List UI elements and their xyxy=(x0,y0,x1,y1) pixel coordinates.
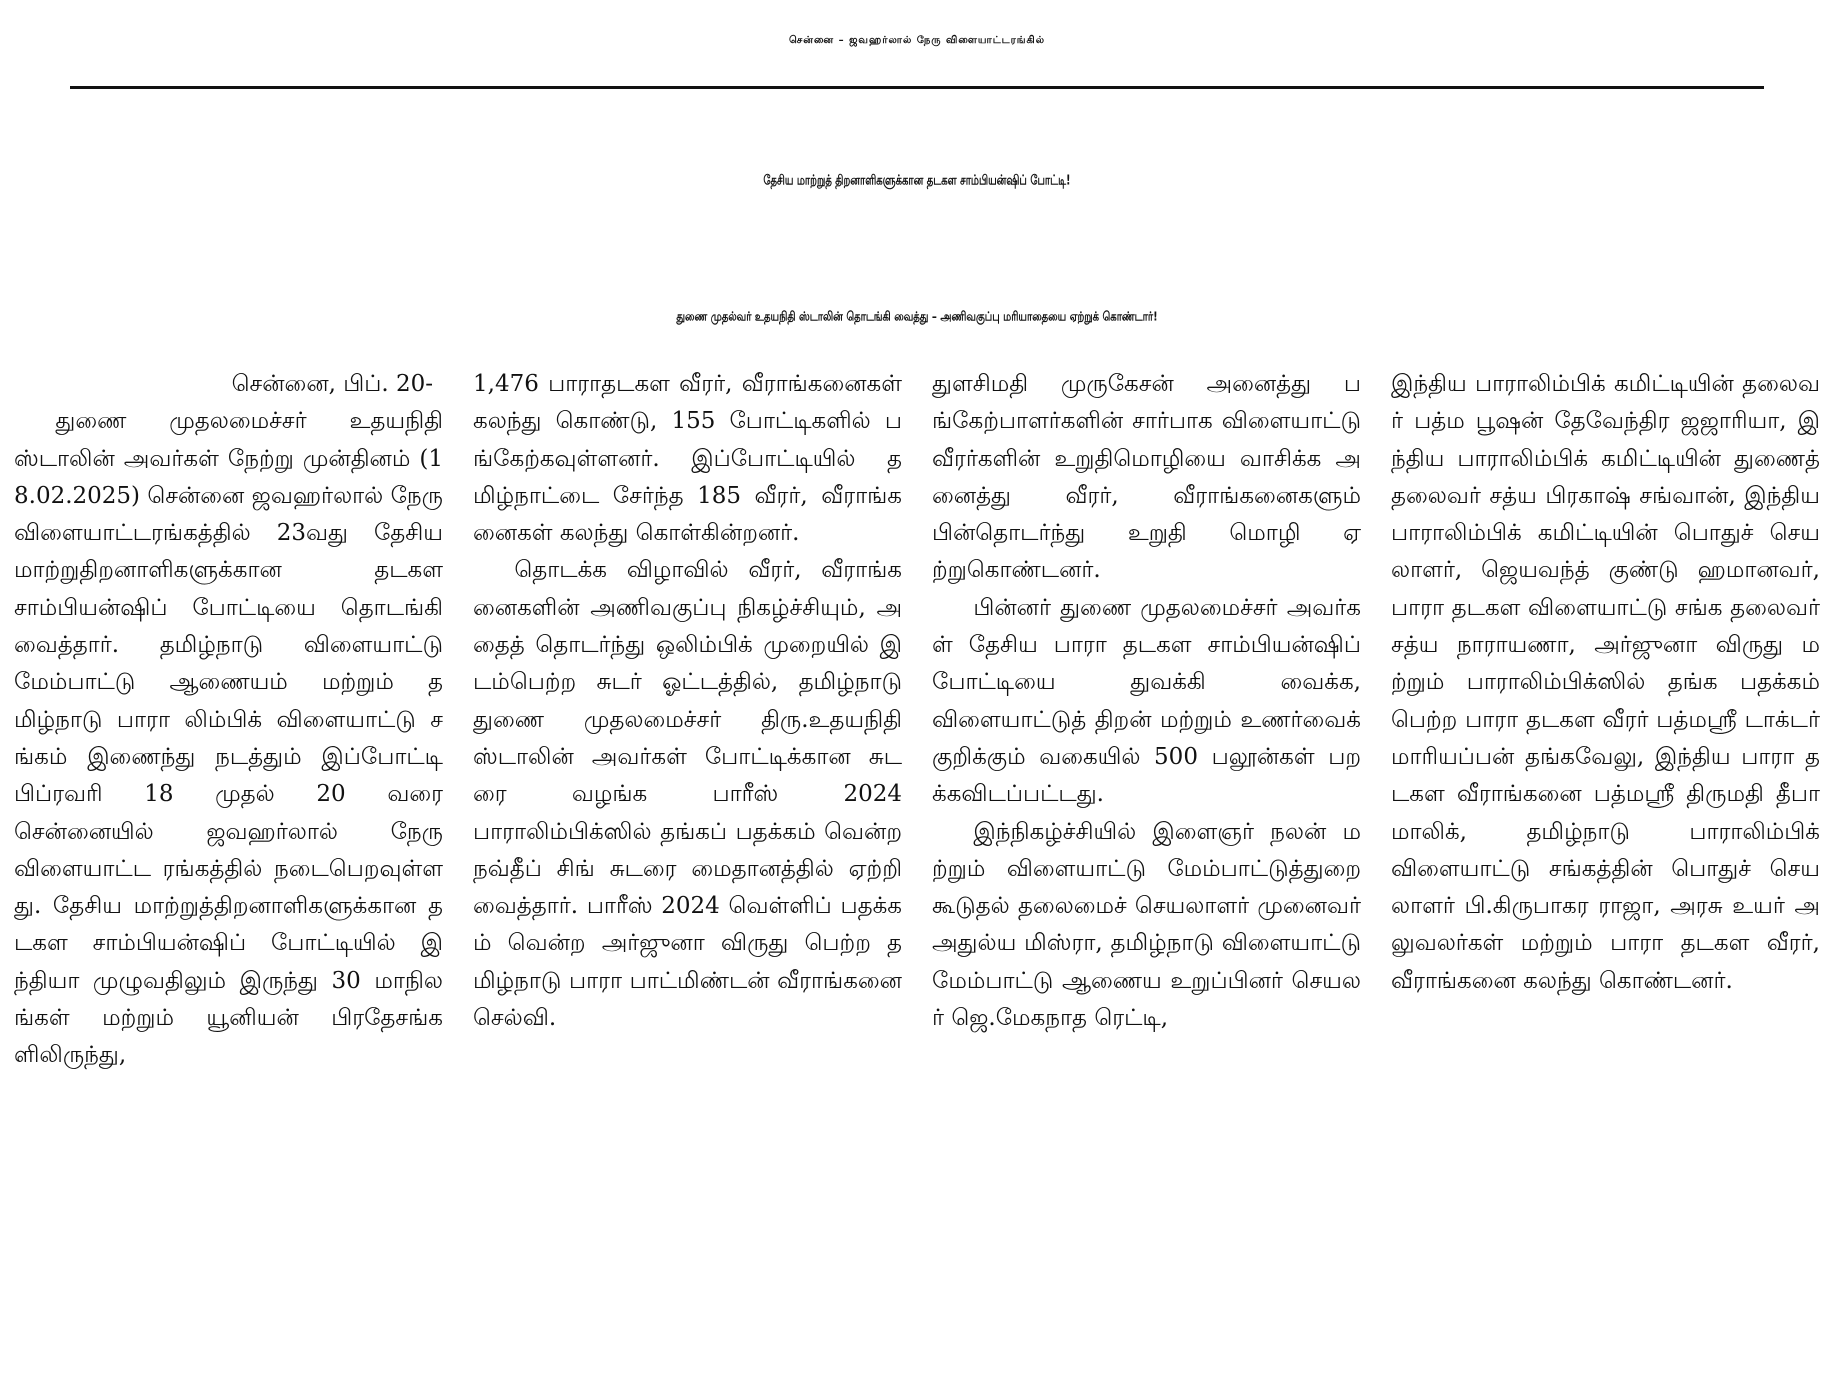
article-column-4 xyxy=(1391,366,1820,1380)
main-headline: தேசிய மாற்றுத் திறனாளிகளுக்கான தடகள சாம்பியன்ஷிப் போட்டி! xyxy=(763,173,1071,189)
article-column-3 xyxy=(932,366,1361,1380)
sub-headline: துணை முதல்வர் உதயநிதி ஸ்டாலின் தொடங்கி வைத்து – அணிவகுப்பு மரியாதையை ஏற்றுக் கொண்டார்! xyxy=(676,310,1158,325)
paragraph: துளசிமதி முருகேசன் அனைத்து பங்கேற்பாளர்களின் சார்பாக விளையாட்டு வீரர்களின் உறுதிமொழியை வாசிக்க அனைத்து வீரர், வீராங்கனைகளும் பின்தொடர்ந்து உறுதி மொழி ஏற்றுகொண்டனர். xyxy=(932,371,1361,584)
article-column-2 xyxy=(473,366,902,1380)
paragraph: துணை முதலமைச்சர் உதயநிதி ஸ்டாலின் அவர்கள் நேற்று முன்தினம் (18.02.2025) சென்னை ஜவஹர்லால் நேரு விளையாட்டரங்கத்தில் 23வது தேசிய மாற்றுதிறனாளிகளுக்கான தடகள சாம்பியன்ஷிப் போட்டியை தொடங்கி வைத்தார். தமிழ்நாடு விளையாட்டு மேம்பாட்டு ஆணையம் மற்றும் தமிழ்நாடு பாரா லிம்பிக் விளையாட்டு சங்கம் இணைந்து நடத்தும் இப்போட்டி பிப்ரவரி 18 முதல் 20 வரை சென்னையில் ஜவஹர்லால் நேரு விளையாட்ட ரங்கத்தில் நடைபெறவுள்ளது. தேசிய மாற்றுத்திறனாளிகளுக்கான தடகள சாம்பியன்ஷிப் போட்டியில் இந்தியா முழுவதிலும் இருந்து 30 மாநிலங்கள் மற்றும் யூனியன் பிரதேசங்களிலிருந்து, xyxy=(14,408,443,1069)
article-column-1 xyxy=(14,366,443,1380)
dateline: சென்னை, பிப். 20- xyxy=(231,371,433,397)
paragraph: 1,476 பாராதடகள வீரர், வீராங்கனைகள் கலந்து கொண்டு, 155 போட்டிகளில் பங்கேற்கவுள்ளனர். இப்போட்டியில் தமிழ்நாட்டை சேர்ந்த 185 வீரர், வீராங்கனைகள் கலந்து கொள்கின்றனர். xyxy=(473,371,902,547)
paragraph: இந்நிகழ்ச்சியில் இளைஞர் நலன் மற்றும் விளையாட்டு மேம்பாட்டுத்துறை கூடுதல் தலைமைச் செயலாளர் முனைவர் அதுல்ய மிஸ்ரா, தமிழ்நாடு விளையாட்டு மேம்பாட்டு ஆணைய உறுப்பினர் செயலர் ஜெ.மேகநாத ரெட்டி, xyxy=(932,818,1361,1032)
paragraph: தொடக்க விழாவில் வீரர், வீராங்கனைகளின் அணிவகுப்பு நிகழ்ச்சியும், அதைத் தொடர்ந்து ஒலிம்பிக் முறையில் இடம்பெற்ற சுடர் ஓட்டத்தில், தமிழ்நாடு துணை முதலமைச்சர் திரு.உதயநிதி ஸ்டாலின் அவர்கள் போட்டிக்கான சுடரை வழங்க பாரீஸ் 2024 பாராலிம்பிக்ஸில் தங்கப் பதக்கம் வென்ற நவ்தீப் சிங் சுடரை மைதானத்தில் ஏற்றி வைத்தார். பாரீஸ் 2024 வெள்ளிப் பதக்கம் வென்ற அர்ஜுனா விருது பெற்ற தமிழ்நாடு பாரா பாட்மிண்டன் வீராங்கனை செல்வி. xyxy=(473,557,902,1032)
kicker-headline: சென்னை – ஜவஹர்லால் நேரு விளையாட்டரங்கில் xyxy=(788,35,1046,46)
paragraph: இந்திய பாராலிம்பிக் கமிட்டியின் தலைவர் பத்ம பூஷன் தேவேந்திர ஜஜாரியா, இந்திய பாராலிம்பிக் கமிட்டியின் துணைத் தலைவர் சத்ய பிரகாஷ் சங்வான், இந்திய பாராலிம்பிக் கமிட்டியின் பொதுச் செயலாளர், ஜெயவந்த் குண்டு ஹமானவர், பாரா தடகள விளையாட்டு சங்க தலைவர் சத்ய நாராயணா, அர்ஜுனா விருது மற்றும் பாராலிம்பிக்ஸில் தங்க பதக்கம் பெற்ற பாரா தடகள வீரர் பத்மஸ்ரீ டாக்டர் மாரியப்பன் தங்கவேலு, இந்திய பாரா தடகள வீராங்கனை பத்மஸ்ரீ திருமதி தீபா மாலிக், தமிழ்நாடு பாராலிம்பிக் விளையாட்டு சங்கத்தின் பொதுச் செயலாளர் பி.கிருபாகர ராஜா, அரசு உயர் அலுவலர்கள் மற்றும் பாரா தடகள வீரர், வீராங்கனை கலந்து கொண்டனர். xyxy=(1391,371,1820,994)
article-body xyxy=(14,366,1820,1380)
paragraph: பின்னர் துணை முதலமைச்சர் அவர்கள் தேசிய பாரா தடகள சாம்பியன்ஷிப் போட்டியை துவக்கி வைக்க, விளையாட்டுத் திறன் மற்றும் உணர்வைக் குறிக்கும் வகையில் 500 பலூன்கள் பறக்கவிடப்பட்டது. xyxy=(932,594,1361,808)
